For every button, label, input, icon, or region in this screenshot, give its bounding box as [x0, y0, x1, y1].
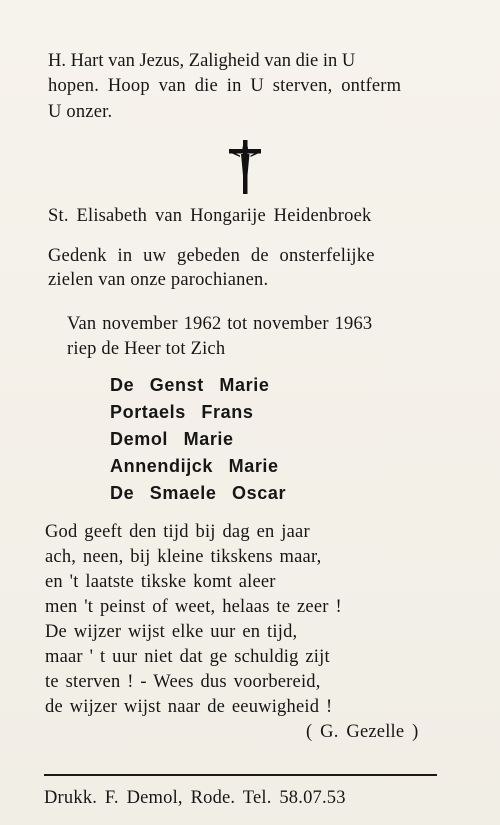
divider	[44, 774, 437, 776]
cross-icon	[228, 140, 262, 194]
deceased-list	[110, 372, 286, 507]
deceased-name: De Smaele Oscar	[110, 483, 287, 503]
attribution: ( G. Gezelle )	[306, 722, 419, 742]
period-line-2: riep de Heer tot Zich	[67, 339, 226, 359]
poem-line: de wijzer wijst naar de eeuwigheid !	[45, 697, 333, 717]
invocation-line-1: H. Hart van Jezus, Zaligheid van die in U	[48, 51, 356, 71]
poem-line: te sterven ! - Wees dus voorbereid,	[45, 672, 321, 692]
parish-name: St. Elisabeth van Hongarije Heidenbroek	[48, 206, 372, 226]
deceased-name: Annendijck Marie	[110, 456, 279, 476]
poem-line: De wijzer wijst elke uur en tijd,	[45, 622, 298, 642]
period-line-1: Van november 1962 tot november 1963	[67, 314, 373, 334]
poem-line: men 't peinst of weet, helaas te zeer !	[45, 597, 342, 617]
prayer-line-1: Gedenk in uw gebeden de onsterfelijke	[48, 246, 375, 266]
poem-line: ach, neen, bij kleine tikskens maar,	[45, 547, 322, 567]
printer-imprint: Drukk. F. Demol, Rode. Tel. 58.07.53	[44, 788, 346, 808]
poem-line: en 't laatste tikske komt aleer	[45, 572, 276, 592]
poem-line: maar ' t uur niet dat ge schuldig zijt	[45, 647, 330, 667]
deceased-name: Demol Marie	[110, 429, 234, 449]
prayer-line-2: zielen van onze parochianen.	[48, 270, 269, 290]
invocation-line-3: U onzer.	[48, 102, 113, 122]
poem-line: God geeft den tijd bij dag en jaar	[45, 522, 310, 542]
deceased-name: Portaels Frans	[110, 402, 254, 422]
deceased-name: De Genst Marie	[110, 375, 270, 395]
invocation-line-2: hopen. Hoop van die in U sterven, ontferm	[48, 76, 402, 96]
